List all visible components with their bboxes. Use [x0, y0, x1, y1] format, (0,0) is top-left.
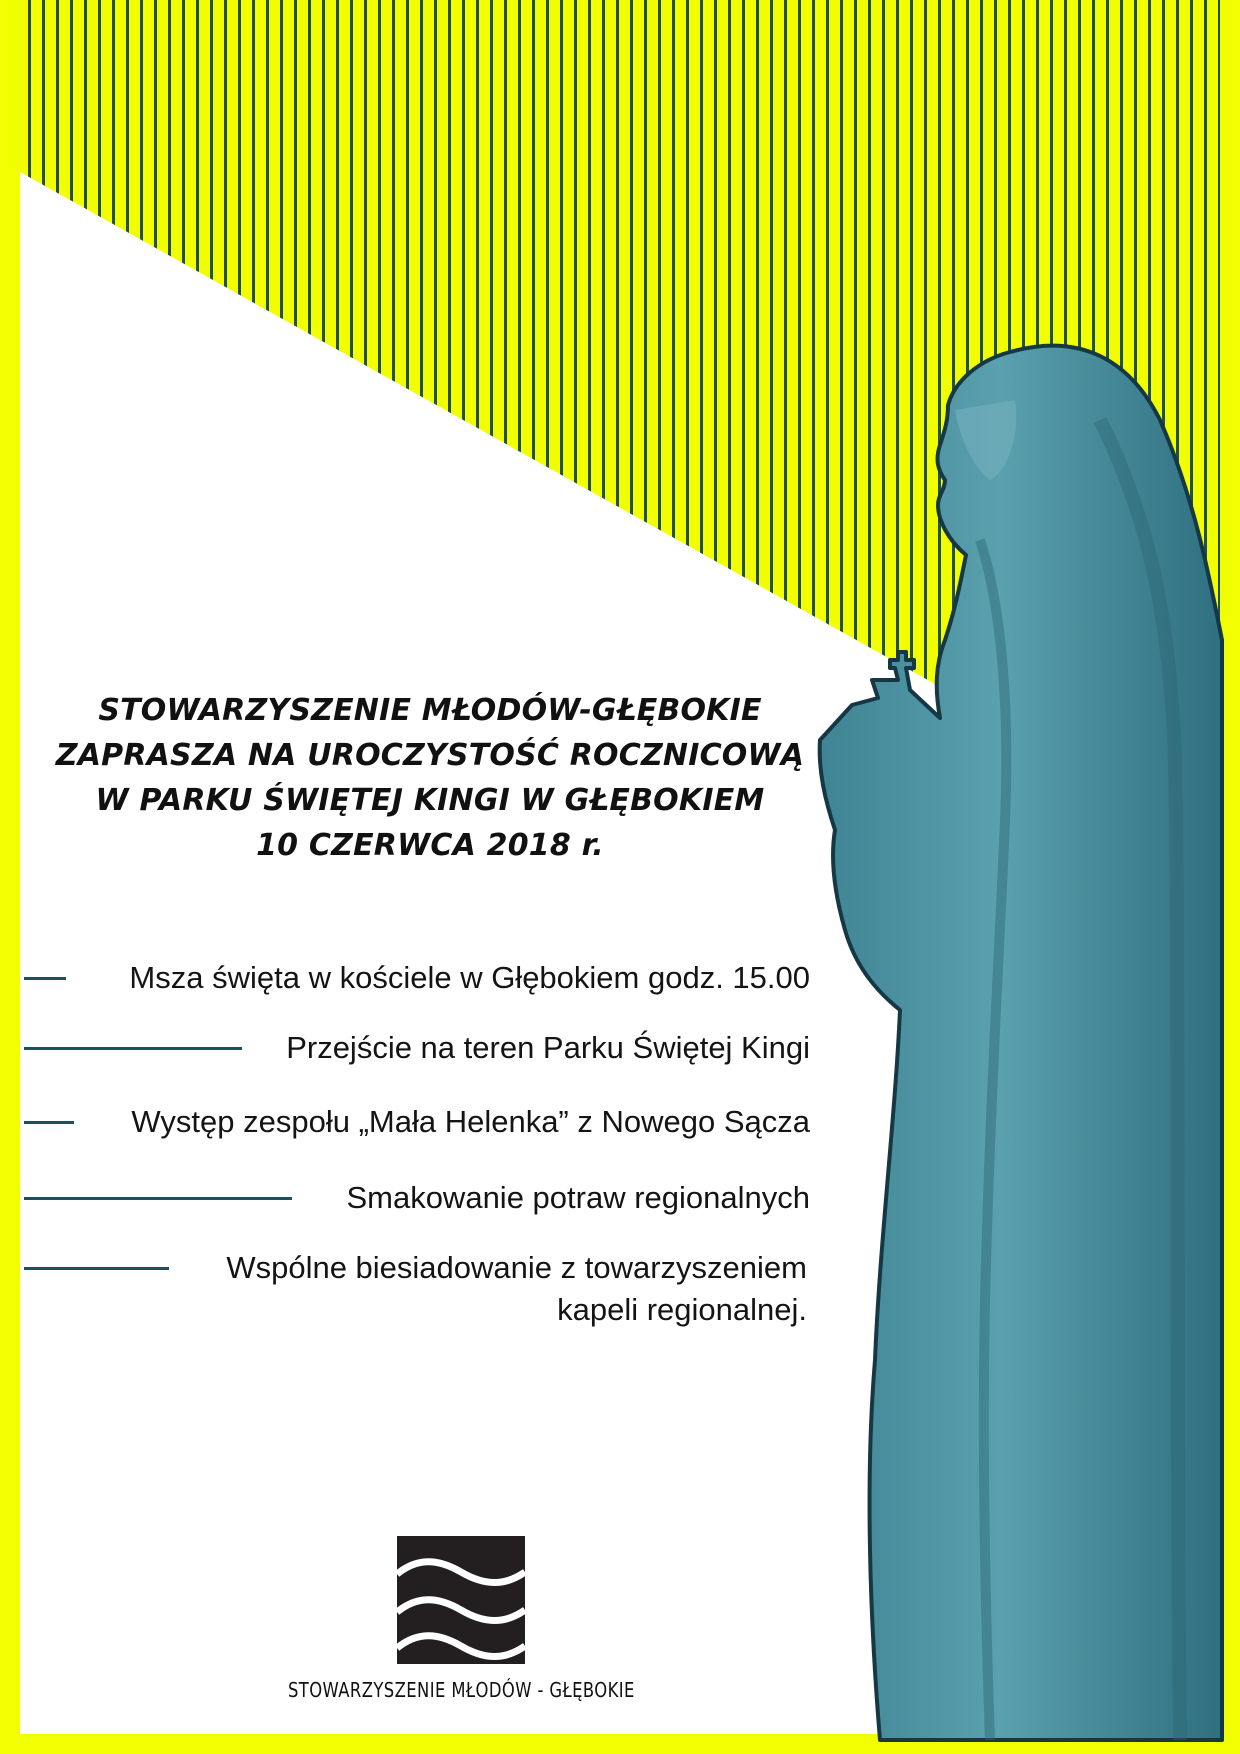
- title-line-4: 10 CZERWCA 2018 r.: [256, 828, 604, 863]
- program-line-3: [24, 1121, 74, 1124]
- title-line-1: STOWARZYSZENIE MŁODÓW-GŁĘBOKIE: [98, 693, 762, 728]
- program-item-4: Smakowanie potraw regionalnych: [346, 1180, 810, 1215]
- program-line-1: [24, 977, 66, 980]
- waves-icon: [397, 1536, 525, 1664]
- program-line-2: [24, 1047, 242, 1050]
- event-title: [20, 688, 840, 868]
- program-item-2: Przejście na teren Parku Świętej Kingi: [286, 1030, 810, 1065]
- program-line-5: [24, 1267, 169, 1270]
- program-item-1: Msza święta w kościele w Głębokiem godz. 15.00: [129, 960, 810, 995]
- program-line-4: [24, 1197, 292, 1200]
- title-line-3: W PARKU ŚWIĘTEJ KINGI W GŁĘBOKIEM: [95, 783, 765, 818]
- logo-caption: STOWARZYSZENIE MŁODÓW - GŁĘBOKIE: [287, 1678, 635, 1702]
- program-item-5-continued: kapeli regionalnej.: [557, 1292, 807, 1327]
- waves-logo-icon: [397, 1536, 525, 1664]
- title-line-2: ZAPRASZA NA UROCZYSTOŚĆ ROCZNICOWĄ: [55, 738, 805, 773]
- program-item-5: Wspólne biesiadowanie z towarzyszeniem: [226, 1250, 807, 1285]
- program-item-3: Występ zespołu „Mała Helenka” z Nowego Sącza: [131, 1104, 810, 1139]
